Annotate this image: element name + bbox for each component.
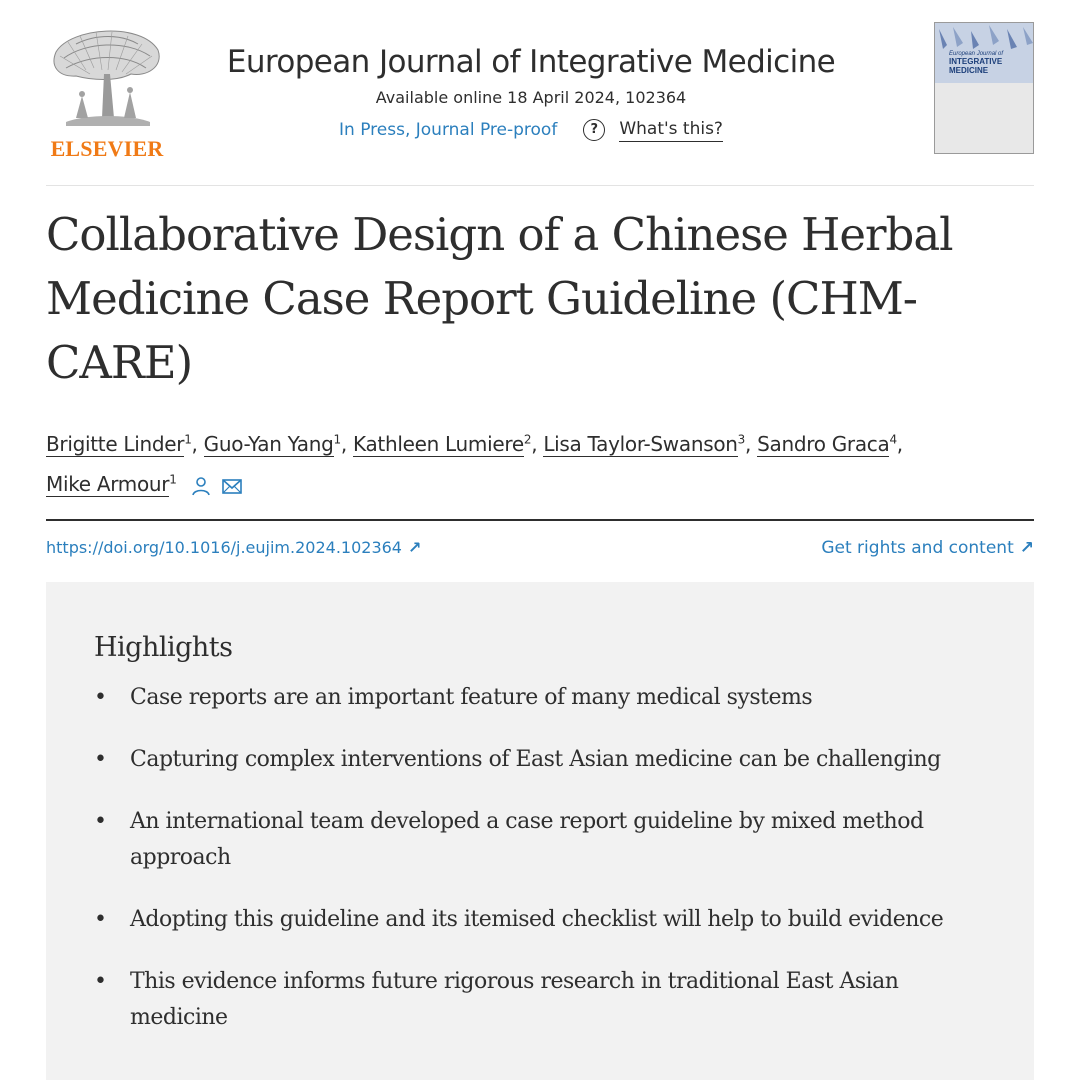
author-affiliation: 3 [737,432,745,447]
highlight-item [94,680,994,716]
author-affiliation: 1 [333,432,341,447]
journal-cover-thumbnail[interactable] [934,22,1034,154]
author-affiliation: 2 [523,432,532,447]
journal-header [46,20,1034,160]
person-icon[interactable] [191,476,211,496]
highlight-item [94,742,994,778]
author-affiliation: 1 [169,472,177,487]
highlights-section [46,582,1034,1080]
help-circle-icon: ? [583,119,605,141]
bullet-icon: • [94,809,107,834]
highlight-text: Capturing complex interventions of East Asian medicine can be challenging [130,747,941,772]
journal-info [186,42,876,142]
author-separator: , [340,432,347,456]
author-name[interactable]: Kathleen Lumiere [353,432,524,456]
bullet-icon: • [94,685,107,710]
highlights-heading: Highlights [94,632,233,663]
available-online-date: Available online 18 April 2024, 102364 [375,88,687,107]
journal-title[interactable]: European Journal of Integrative Medicine [226,44,836,80]
doi-text: https://doi.org/10.1016/j.eujim.2024.102364 [46,538,402,557]
highlight-item [94,964,994,1036]
in-press-link[interactable]: In Press, Journal Pre-proof [339,120,558,140]
author-affiliation: 4 [889,432,897,447]
author[interactable] [46,432,192,456]
highlight-text: This evidence informs future rigorous research in traditional East Asian medicine [130,969,899,1030]
cover-title-line: MEDICINE [949,66,989,75]
get-rights-link[interactable] [821,538,1034,558]
article-title: Collaborative Design of a Chinese Herbal Medicine Case Report Guideline (CHM-CARE) [46,208,953,389]
external-arrow-icon: ↗ [407,538,422,557]
article-status-row [186,118,876,142]
author-affiliation: 1 [184,432,192,447]
elsevier-logo[interactable] [46,22,168,161]
author-name[interactable]: Guo-Yan Yang [203,432,334,456]
whats-this-button[interactable] [583,118,723,142]
header-divider [46,185,1034,186]
author-name[interactable]: Brigitte Linder [46,432,185,456]
author-name[interactable]: Sandro Graca [757,432,890,456]
highlight-text: An international team developed a case report guideline by mixed method approach [130,809,924,870]
author-name[interactable]: Mike Armour [46,472,170,496]
get-rights-label: Get rights and content [821,538,1014,558]
cover-title-line: INTEGRATIVE [949,57,1003,66]
author-name[interactable]: Lisa Taylor-Swanson [543,432,738,456]
author[interactable] [353,432,531,456]
author-separator: , [744,432,752,456]
authors-divider [46,519,1034,521]
author[interactable] [46,472,177,496]
cover-journal-line: European Journal of [949,51,1004,57]
bullet-icon: • [94,907,107,932]
doi-link[interactable] [46,538,421,557]
author[interactable] [757,432,897,456]
author-separator: , [191,432,198,456]
whats-this-label: What's this? [619,118,723,142]
highlight-text: Adopting this guideline and its itemised checklist will help to build evidence [130,907,944,932]
bullet-icon: • [94,747,107,772]
author-separator: , [531,432,538,456]
publisher-name: ELSEVIER [50,136,164,161]
author[interactable] [543,432,745,456]
highlights-list [94,680,994,1036]
author-list [46,424,1026,504]
cover-title [949,57,1031,75]
tree-logo-icon [46,22,168,134]
envelope-icon[interactable] [221,476,243,496]
bullet-icon: • [94,969,107,994]
author-separator: , [896,432,903,456]
highlight-item [94,804,994,876]
highlight-item [94,902,994,938]
external-arrow-icon: ↗ [1019,538,1034,558]
doi-row [46,538,1034,562]
corresponding-author-icons [191,476,243,496]
author[interactable] [204,432,341,456]
highlight-text: Case reports are an important feature of many medical systems [130,685,813,710]
